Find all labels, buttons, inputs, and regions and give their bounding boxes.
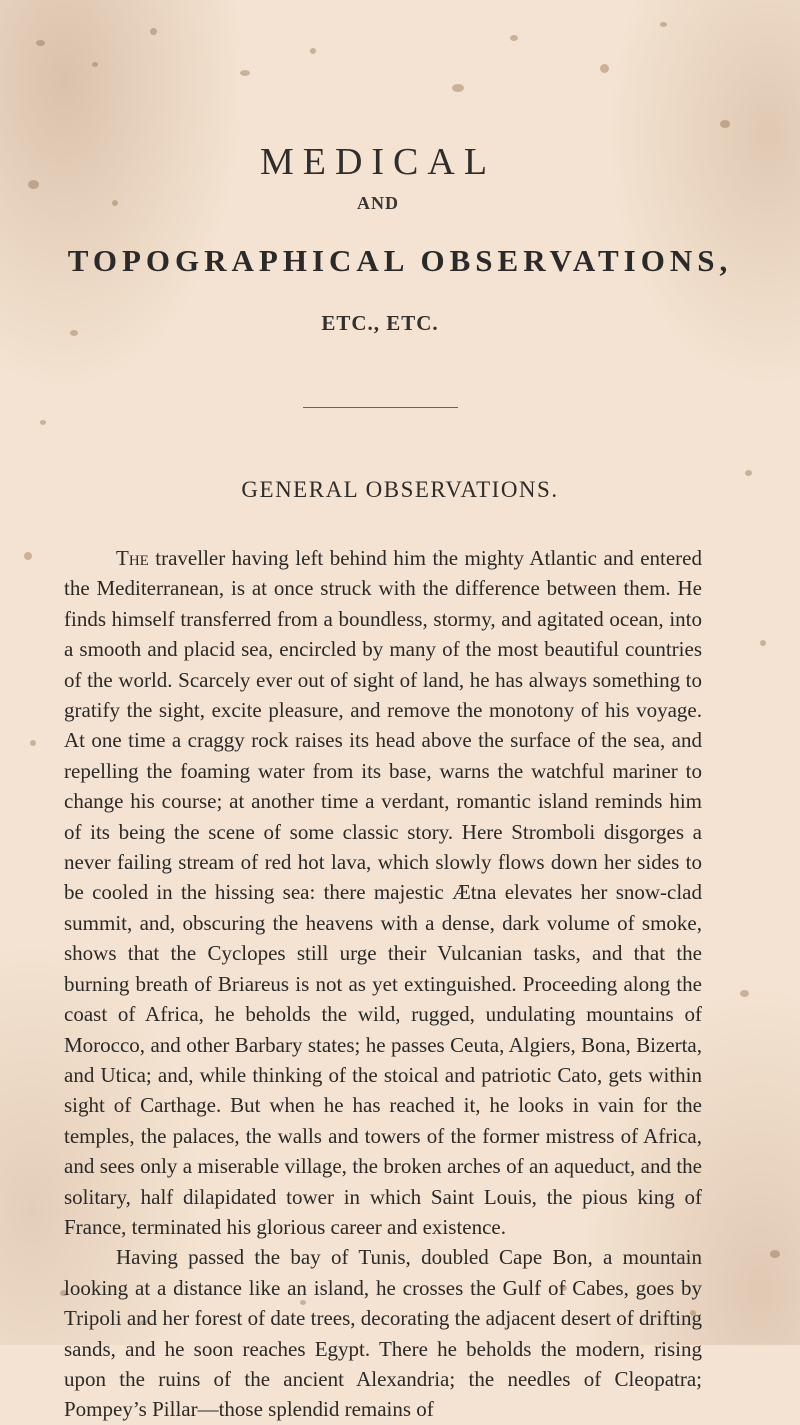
title-etc: ETC., ETC. bbox=[321, 311, 439, 335]
paragraph-1 bbox=[64, 543, 702, 1242]
paragraph-text: Having passed the bay of Tunis, doubled Cape Bon, a mountain looking at a distance like an island, he crosses the Gulf of Cabes, goes by Tripoli and her forest of date trees, decorating the adjacent desert of drifting sands, and he soon reaches Egypt. There he beholds the modern, rising upon the ruins of the ancient Alexandria; the needles of Cleopatra; Pompey’s Pillar—those splendid remains of bbox=[64, 1245, 702, 1422]
paragraph-lead: The bbox=[116, 546, 149, 570]
section-title: GENERAL OBSERVATIONS. bbox=[241, 477, 559, 502]
title-and: AND bbox=[357, 193, 399, 213]
title-medical: MEDICAL bbox=[259, 141, 497, 183]
body-text bbox=[64, 543, 702, 1425]
paragraph-text: traveller having left behind him the mighty Atlantic and entered the Mediterranean, is at once struck with the difference between them. He finds himself transferred from a boundless, stormy, and agitated ocean, into a smooth and placid sea, encircled by many of the most beautiful countries of the world. Scarcely ever out of sight of land, he has always something to gratify the sight, excite pleasure, and remove the monotony of his voyage. At one time a craggy rock raises its head above the surface of the sea, and repelling the foaming water from its base, warns the watchful mariner to change his course; at another time a verdant, romantic island reminds him of its being the scene of some classic story. Here Stromboli disgorges a never failing stream of red hot lava, which slowly flows down her sides to be cooled in the hissing sea: there majestic Ætna elevates her snow-clad summit, and, obscuring the heavens with a dense, dark volume of smoke, shows that the Cyclopes still urge their Vulcanian tasks, and that the burning breath of Briareus is not as yet extinguished. Proceeding along the coast of Africa, he beholds the wild, rugged, undulating mountains of Morocco, and other Barbary states; he passes Ceuta, Algiers, Bona, Bizerta, and Utica; and, while thinking of the stoical and patriotic Cato, gets within sight of Carthage. But when he has reached it, he looks in vain for the temples, the palaces, the walls and towers of the former mistress of Africa, and sees only a miserable village, the broken arches of an aqueduct, and the solitary, half dilapidated tower in which Saint Louis, the pious king of France, terminated his glorious career and existence. bbox=[64, 546, 702, 1239]
title-topographical-observations: TOPOGRAPHICAL OBSERVATIONS, bbox=[67, 243, 733, 278]
title-divider bbox=[303, 407, 458, 408]
paragraph-2 bbox=[64, 1242, 702, 1424]
